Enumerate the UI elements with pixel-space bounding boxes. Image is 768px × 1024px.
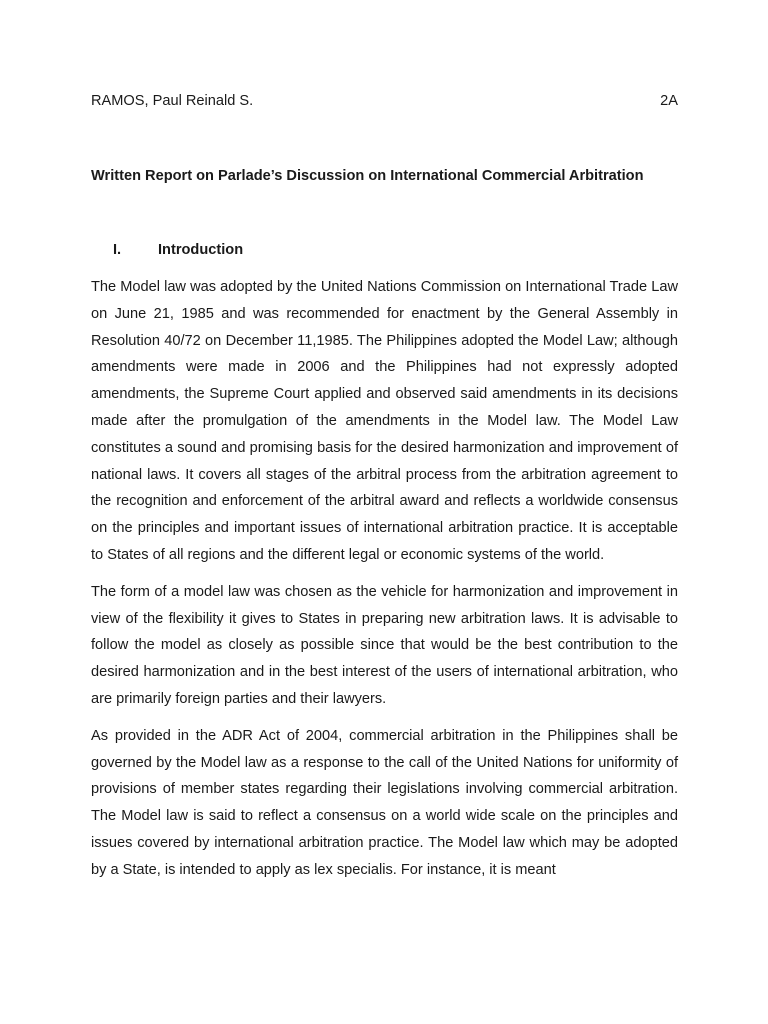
section-number: I. [113, 242, 122, 258]
section-title: Introduction [158, 242, 244, 258]
section-heading [113, 240, 243, 260]
section-code: 2A [660, 93, 678, 109]
body-text [91, 274, 678, 894]
document-header [91, 91, 678, 111]
paragraph: The Model law was adopted by the United Nations Commission on International Trade Law on June 21, 1985 and was recommended for enactment by the General Assembly in Resolution 40/72 on December 11,1985. The Philippines adopted the Model Law; although amendments were made in 2006 and the Philippines had not expressly adopted amendments, the Supreme Court applied and observed said amendments in its decisions made after the promulgation of the amendments in the Model law. The Model Law constitutes a sound and promising basis for the desired harmonization and improvement of national laws. It covers all stages of the arbitral process from the arbitration agreement to the recognition and enforcement of the arbitral award and reflects a worldwide consensus on the principles and important issues of international arbitration practice. It is acceptable to States of all regions and the different legal or economic systems of the world. [91, 279, 678, 563]
paragraph: As provided in the ADR Act of 2004, commercial arbitration in the Philippines shall be governed by the Model law as a response to the call of the United Nations for uniformity of provisions of member states regarding their legislations involving commercial arbitration. The Model law is said to reflect a consensus on a world wide scale on the principles and issues covered by international arbitration practice. The Model law which may be adopted by a State, is intended to apply as lex specialis. For instance, it is meant [91, 727, 678, 878]
document-title: Written Report on Parlade’s Discussion on International Commercial Arbitration [91, 168, 644, 184]
author-name: RAMOS, Paul Reinald S. [91, 93, 254, 109]
paragraph: The form of a model law was chosen as the vehicle for harmonization and improvement in view of the flexibility it gives to States in preparing new arbitration laws. It is advisable to follow the model as closely as possible since that would be the best contribution to the desired harmonization and in the best interest of the users of international arbitration, who are primarily foreign parties and their lawyers. [91, 583, 678, 707]
